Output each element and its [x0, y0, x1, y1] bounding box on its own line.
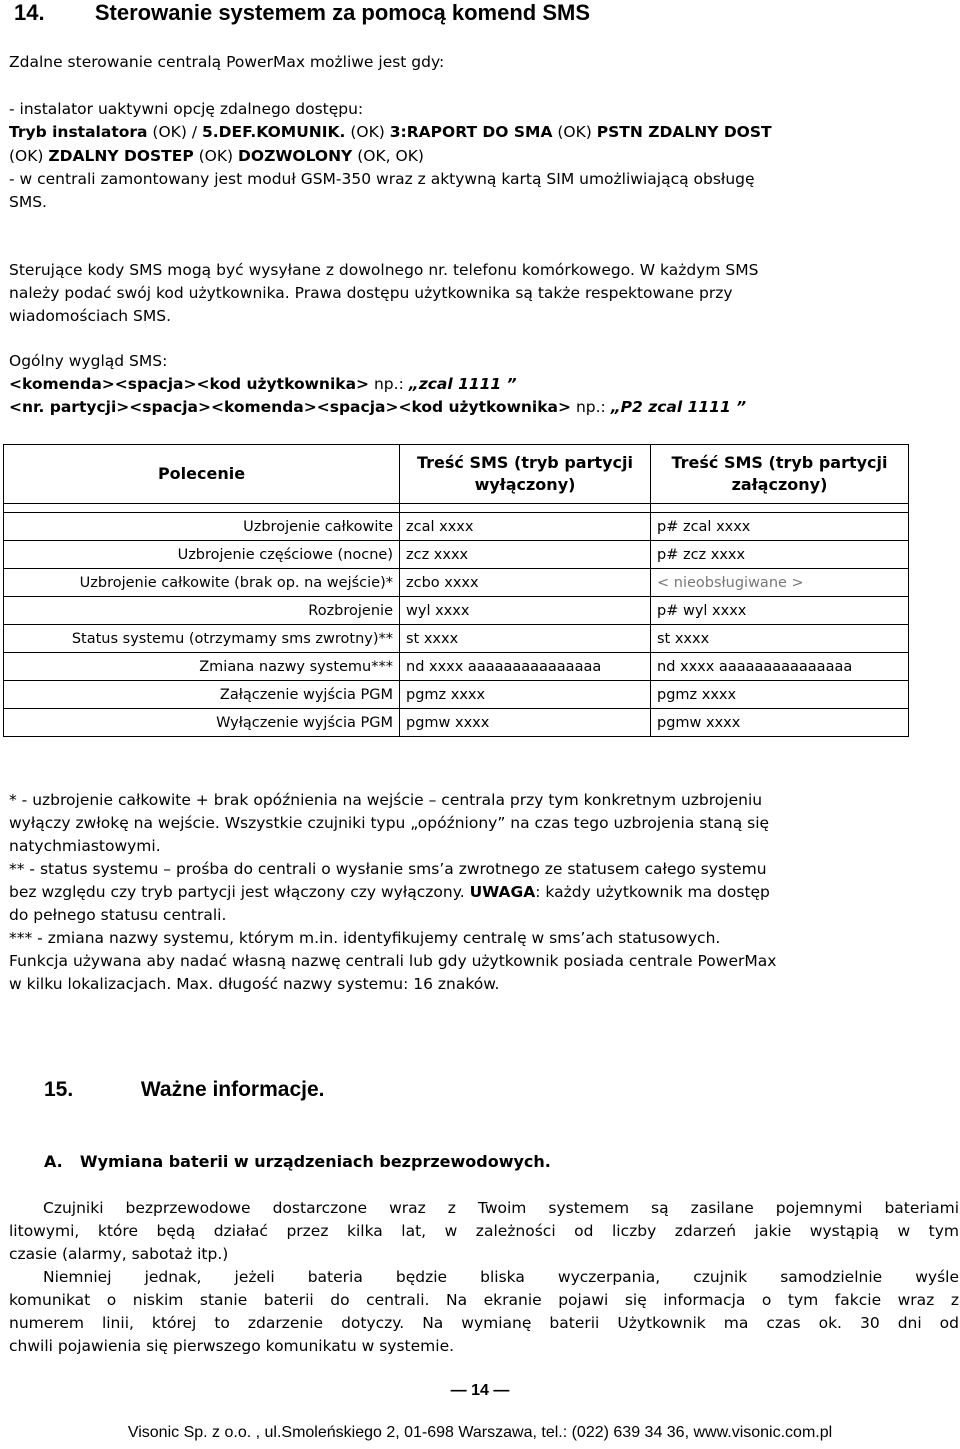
menu-path-segment: 3:RAPORT DO SMA: [389, 123, 553, 141]
sms-info-line-3: wiadomościach SMS.: [9, 307, 172, 325]
note-2-line-1: ** - status systemu – prośba do centrali o wysłanie sms’a zwrotnego ze statusem całego systemu: [9, 860, 767, 878]
requirement-1-line-3: [9, 145, 424, 168]
command-name: Uzbrojenie całkowite: [4, 513, 400, 541]
format-pattern: <nr. partycji><spacja><komenda><spacja><kod użytkownika>: [9, 398, 572, 416]
format-example: „zcal 1111 ”: [408, 375, 517, 393]
table-row: [4, 597, 909, 625]
note-3-line-1: *** - zmiana nazwy systemu, którym m.in. identyfikujemy centralę w sms’ach statusowych.: [9, 929, 721, 947]
example-label: np.:: [571, 398, 611, 416]
page-footer: Visonic Sp. z o.o. , ul.Smoleńskiego 2, 01-698 Warszawa, tel.: (022) 639 34 36, www.visonic.com.pl: [127, 1424, 833, 1441]
battery-paragraph-2-line-1: Niemniej jednak, jeżeli bateria będzie bliska wyczerpania, czujnik samodzielnie wyśle: [43, 1268, 959, 1286]
note-3-line-2: Funkcja używana aby nadać własną nazwę centrali lub gdy użytkownik posiada centrale PowerMax: [9, 952, 777, 970]
section-number: 15.: [44, 1078, 74, 1101]
format-pattern: <komenda><spacja><kod użytkownika>: [9, 375, 370, 393]
sms-text-partition-off: pgmw xxxx: [400, 709, 651, 737]
subsection-title: Wymiana baterii w urządzeniach bezprzewodowych.: [79, 1152, 551, 1171]
sms-info-line-2: należy podać swój kod użytkownika. Prawa dostępu użytkownika są także respektowane przy: [9, 284, 733, 302]
example-label: np.:: [369, 375, 409, 393]
command-name: Status systemu (otrzymamy sms zwrotny)**: [4, 625, 400, 653]
menu-path-segment: ZDALNY DOSTEP: [48, 147, 194, 165]
requirement-2-line-1: - w centrali zamontowany jest moduł GSM-350 wraz z aktywną kartą SIM umożliwiającą obsługę: [9, 170, 755, 188]
table-row: [4, 541, 909, 569]
menu-path-separator: (OK): [193, 147, 239, 165]
intro-text: Zdalne sterowanie centralą PowerMax możliwe jest gdy:: [9, 53, 445, 71]
menu-path-segment: PSTN ZDALNY DOST: [596, 123, 772, 141]
sms-command-table: [3, 444, 909, 737]
command-name: Zmiana nazwy systemu***: [4, 653, 400, 681]
sms-text-partition-on: st xxxx: [651, 625, 909, 653]
page-number: — 14 —: [450, 1382, 510, 1399]
sms-text-partition-on: < nieobsługiwane >: [651, 569, 909, 597]
section-title: Sterowanie systemem za pomocą komend SMS: [94, 0, 591, 25]
requirement-1-line-2: [9, 121, 772, 144]
note-text: bez względu czy tryb partycji jest włączony czy wyłączony.: [9, 883, 470, 901]
column-header: Treść SMS (tryb partycji wyłączony): [400, 445, 651, 504]
section-title: Ważne informacje.: [140, 1078, 325, 1101]
battery-paragraph-1-line-2: litowymi, które będą działać przez kilka lat, w zależności od liczby zdarzeń jakie wystąpią w tym: [9, 1222, 959, 1240]
table-row: [4, 653, 909, 681]
subsection-a-heading: [44, 1152, 551, 1171]
sms-text-partition-off: zcbo xxxx: [400, 569, 651, 597]
column-header: Treść SMS (tryb partycji załączony): [651, 445, 909, 504]
sms-format-2: [9, 396, 746, 419]
command-name: Wyłączenie wyjścia PGM: [4, 709, 400, 737]
sms-text-partition-on: pgmw xxxx: [651, 709, 909, 737]
section-14-heading: [14, 0, 590, 26]
note-text: : każdy użytkownik ma dostęp: [535, 883, 770, 901]
column-header: Polecenie: [4, 445, 400, 504]
table-row: [4, 709, 909, 737]
table-row: [4, 513, 909, 541]
sms-info-line-1: Sterujące kody SMS mogą być wysyłane z dowolnego nr. telefonu komórkowego. W każdym SMS: [9, 261, 759, 279]
note-1-line-1: * - uzbrojenie całkowite + brak opóźnienia na wejście – centrala przy tym konkretnym uzbrojeniu: [9, 791, 763, 809]
note-2-line-2: [9, 881, 770, 904]
format-example: „P2 zcal 1111 ”: [610, 398, 747, 416]
table-row: [4, 681, 909, 709]
section-number: 14.: [14, 0, 45, 25]
command-name: Uzbrojenie całkowite (brak op. na wejście)*: [4, 569, 400, 597]
menu-path-separator: (OK): [345, 123, 390, 141]
table-row: [4, 625, 909, 653]
table-spacer-row: [4, 504, 909, 513]
sms-text-partition-off: zcz xxxx: [400, 541, 651, 569]
battery-paragraph-1-line-1: Czujniki bezprzewodowe dostarczone wraz z Twoim systemem są zasilane pojemnymi bateriami: [43, 1199, 959, 1217]
battery-paragraph-2-line-2: komunikat o niskim stanie baterii do centrali. Na ekranie pojawi się informacja o tym fakcie wraz z: [9, 1291, 959, 1309]
sms-text-partition-off: st xxxx: [400, 625, 651, 653]
section-15-heading: [44, 1078, 325, 1102]
battery-paragraph-1-line-3: czasie (alarmy, sabotaż itp.): [9, 1245, 229, 1263]
requirement-2-line-2: SMS.: [9, 193, 47, 211]
sms-text-partition-off: zcal xxxx: [400, 513, 651, 541]
menu-path-separator: (OK) /: [147, 123, 202, 141]
note-3-line-3: w kilku lokalizacjach. Max. długość nazwy systemu: 16 znaków.: [9, 975, 500, 993]
sms-format-title: Ogólny wygląd SMS:: [9, 352, 168, 370]
requirement-1-line-1: - instalator uaktywni opcję zdalnego dostępu:: [9, 100, 364, 118]
sms-text-partition-on: nd xxxx aaaaaaaaaaaaaaa: [651, 653, 909, 681]
sms-text-partition-on: pgmz xxxx: [651, 681, 909, 709]
menu-path-segment: DOZWOLONY: [238, 147, 353, 165]
menu-path-segment: Tryb instalatora: [9, 123, 148, 141]
command-name: Uzbrojenie częściowe (nocne): [4, 541, 400, 569]
menu-path-segment: 5.DEF.KOMUNIK.: [201, 123, 346, 141]
sms-format-1: [9, 373, 517, 396]
command-name: Rozbrojenie: [4, 597, 400, 625]
battery-paragraph-2-line-3: numerem linii, której to zdarzenie dotyczy. Na wymianę baterii Użytkownik ma czas ok. 30 dni od: [9, 1314, 959, 1332]
table-row: [4, 569, 909, 597]
menu-path-separator: (OK, OK): [352, 147, 424, 165]
battery-paragraph-2-line-4: chwili pojawienia się pierwszego komunikatu w systemie.: [9, 1337, 455, 1355]
table-header-row: [4, 445, 909, 504]
sms-text-partition-off: wyl xxxx: [400, 597, 651, 625]
menu-path-separator: (OK): [552, 123, 597, 141]
note-1-line-3: natychmiastowymi.: [9, 837, 161, 855]
sms-text-partition-on: p# zcal xxxx: [651, 513, 909, 541]
warning-label: UWAGA: [469, 883, 536, 901]
menu-path-separator: (OK): [9, 147, 49, 165]
subsection-letter: A.: [44, 1152, 63, 1171]
command-name: Załączenie wyjścia PGM: [4, 681, 400, 709]
sms-text-partition-on: p# zcz xxxx: [651, 541, 909, 569]
note-1-line-2: wyłączy zwłokę na wejście. Wszystkie czujniki typu „opóźniony” na czas tego uzbrojenia staną się: [9, 814, 770, 832]
sms-text-partition-off: nd xxxx aaaaaaaaaaaaaaa: [400, 653, 651, 681]
sms-text-partition-off: pgmz xxxx: [400, 681, 651, 709]
sms-text-partition-on: p# wyl xxxx: [651, 597, 909, 625]
note-2-line-3: do pełnego statusu centrali.: [9, 906, 227, 924]
